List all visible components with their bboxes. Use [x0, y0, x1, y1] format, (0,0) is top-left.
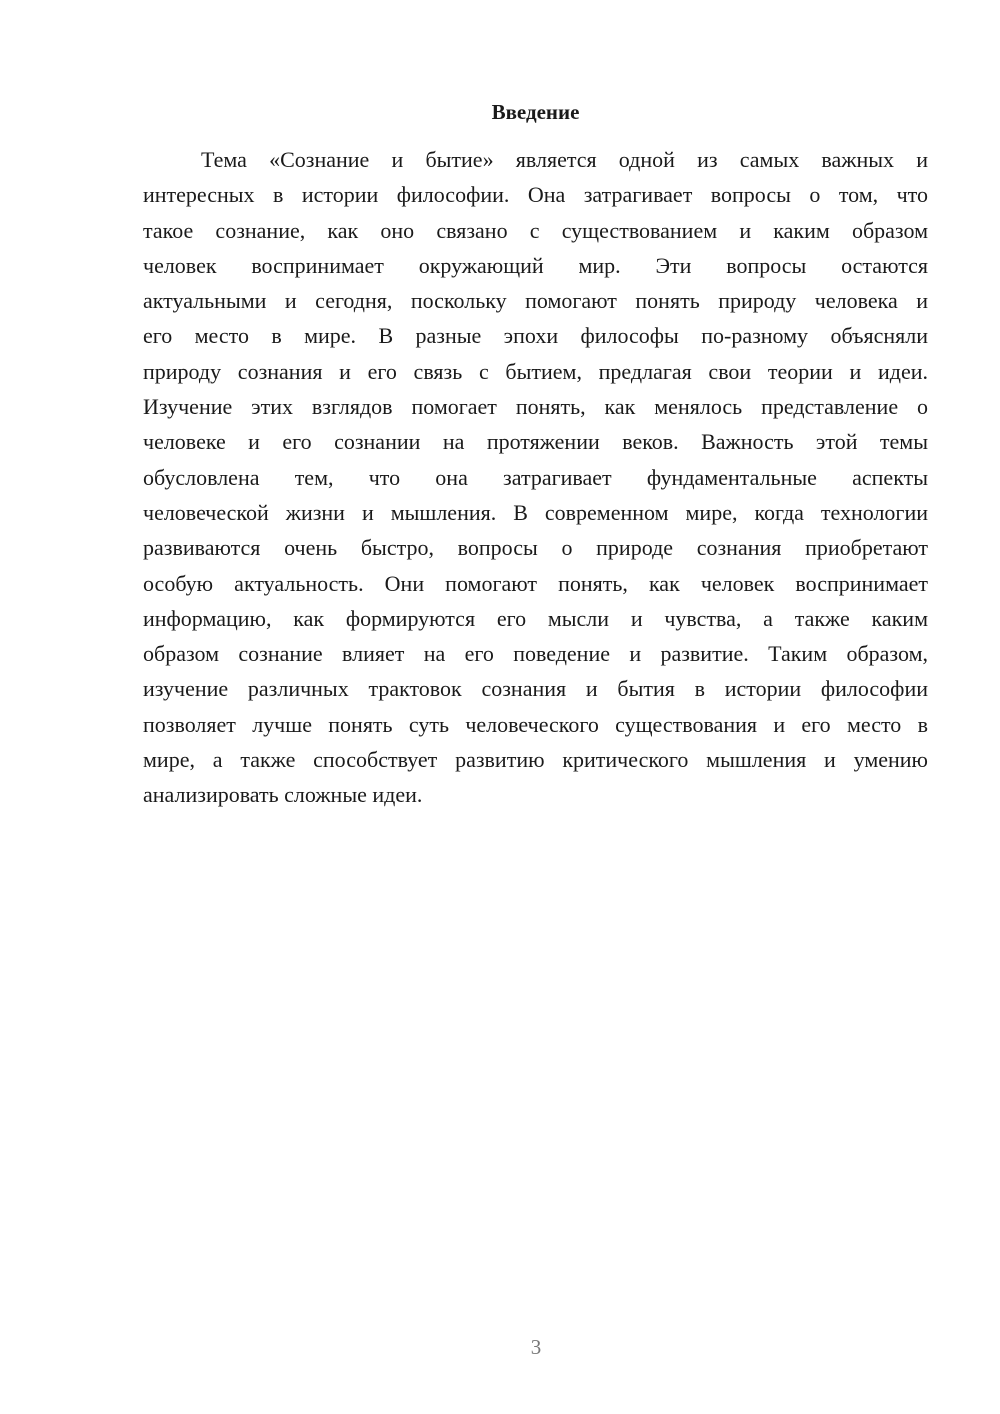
paragraph-line: Тема «Сознание и бытие» является одной из самых важных и: [201, 147, 928, 172]
intro-paragraph: [143, 142, 928, 813]
paragraph-line: особую актуальность. Они помогают понять, как человек воспринимает: [143, 570, 928, 596]
paragraph-line: информацию, как формируются его мысли и чувства, а также каким: [143, 605, 928, 631]
paragraph-line: обусловлена тем, что она затрагивает фундаментальные аспекты: [143, 464, 928, 490]
paragraph-line: человеке и его сознании на протяжении веков. Важность этой темы: [143, 429, 928, 455]
paragraph-line: такое сознание, как оно связано с существованием и каким образом: [143, 217, 928, 243]
paragraph-line: изучение различных трактовок сознания и бытия в истории философии: [143, 676, 928, 702]
paragraph-line: природу сознания и его связь с бытием, предлагая свои теории и идеи.: [143, 358, 928, 384]
paragraph-line: актуальными и сегодня, поскольку помогают понять природу человека и: [143, 288, 928, 314]
section-title: Введение: [491, 100, 580, 124]
paragraph-line: Изучение этих взглядов помогает понять, как менялось представление о: [143, 394, 928, 420]
paragraph-line: образом сознание влияет на его поведение и развитие. Таким образом,: [143, 641, 928, 667]
paragraph-line: человеческой жизни и мышления. В современном мире, когда технологии: [143, 499, 928, 525]
paragraph-line: человек воспринимает окружающий мир. Эти вопросы остаются: [143, 252, 928, 278]
paragraph-line: интересных в истории философии. Она затрагивает вопросы о том, что: [143, 182, 928, 208]
paragraph-line: мире, а также способствует развитию критического мышления и умению: [143, 747, 928, 773]
paragraph-line: позволяет лучше понять суть человеческого существования и его место в: [143, 711, 928, 737]
paragraph-line: анализировать сложные идеи.: [143, 782, 423, 808]
paragraph-line: его место в мире. В разные эпохи философы по-разному объясняли: [143, 323, 928, 349]
paragraph-line: развиваются очень быстро, вопросы о природе сознания приобретают: [143, 535, 928, 561]
page-number: 3: [530, 1335, 542, 1359]
